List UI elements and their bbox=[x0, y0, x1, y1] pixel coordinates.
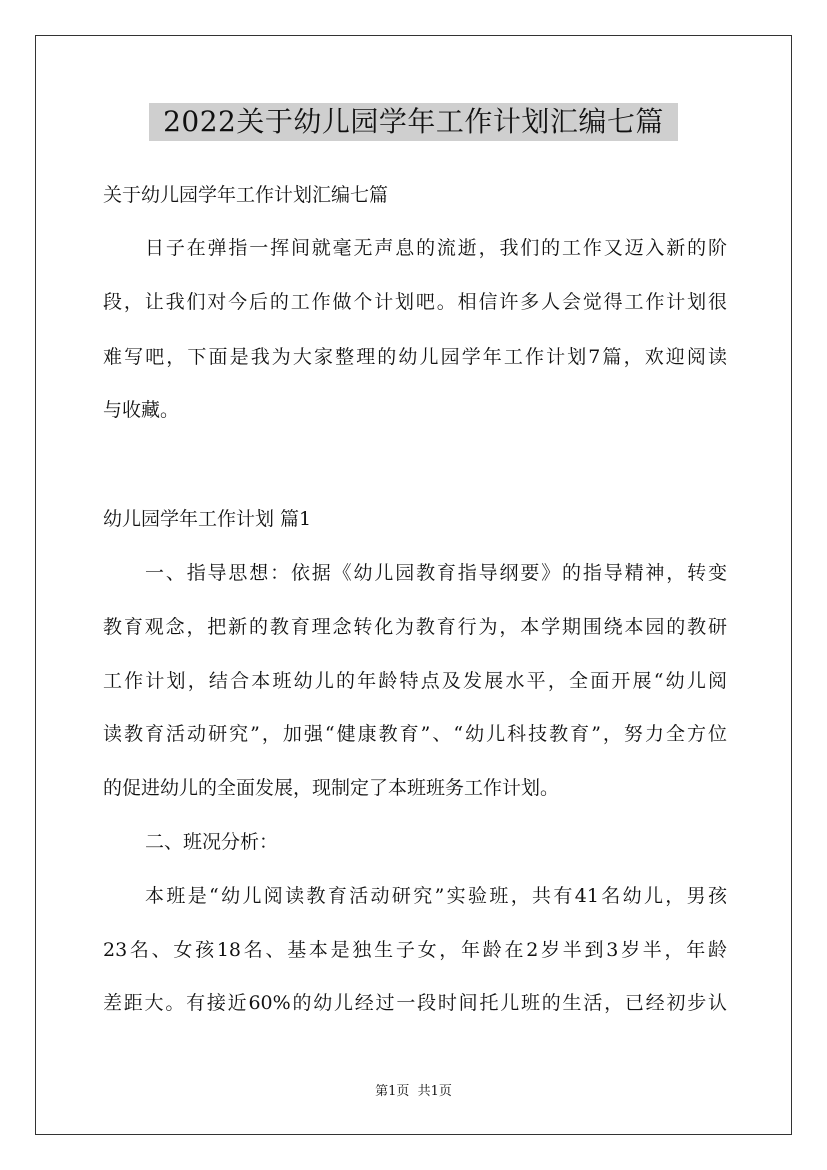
intro-line-3: 难写吧，下面是我为大家整理的幼儿园学年工作计划7篇，欢迎阅读 bbox=[103, 346, 727, 368]
section-heading: 幼儿园学年工作计划 篇1 bbox=[103, 508, 312, 530]
section-line-7: 本班是“幼儿阅读教育活动研究”实验班，共有41名幼儿，男孩 bbox=[145, 885, 727, 907]
section-line-3: 工作计划，结合本班幼儿的年龄特点及发展水平，全面开展“幼儿阅 bbox=[103, 670, 727, 692]
section-line-6: 二、班况分析： bbox=[145, 831, 279, 853]
document-subtitle: 关于幼儿园学年工作计划汇编七篇 bbox=[103, 184, 389, 206]
intro-line-4: 与收藏。 bbox=[103, 399, 180, 421]
section-line-2: 教育观念，把新的教育理念转化为教育行为，本学期围绕本园的教研 bbox=[103, 616, 727, 638]
section-line-8: 23名、女孩18名、基本是独生子女，年龄在2岁半到3岁半，年龄 bbox=[103, 939, 727, 961]
intro-line-1: 日子在弹指一挥间就毫无声息的流逝，我们的工作又迈入新的阶 bbox=[145, 237, 727, 259]
section-line-9: 差距大。有接近60%的幼儿经过一段时间托儿班的生活，已经初步认 bbox=[103, 992, 727, 1014]
section-line-4: 读教育活动研究”，加强“健康教育”、“幼儿科技教育”，努力全方位 bbox=[103, 723, 727, 745]
page-footer: 第1页 共1页 bbox=[375, 1084, 452, 1099]
intro-line-2: 段，让我们对今后的工作做个计划吧。相信许多人会觉得工作计划很 bbox=[103, 291, 727, 313]
section-line-5: 的促进幼儿的全面发展，现制定了本班班务工作计划。 bbox=[103, 777, 560, 799]
document-title: 2022关于幼儿园学年工作计划汇编七篇 bbox=[149, 103, 678, 141]
section-line-1: 一、指导思想：依据《幼儿园教育指导纲要》的指导精神，转变 bbox=[145, 562, 727, 584]
